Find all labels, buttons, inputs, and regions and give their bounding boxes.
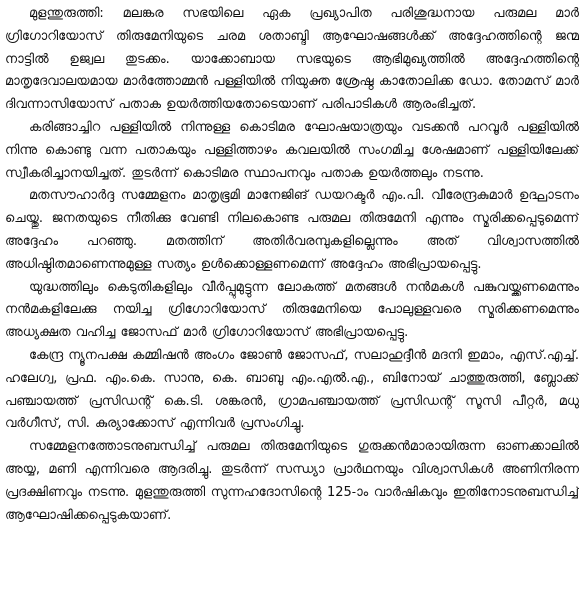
- article-paragraph-1: മുളന്തുരുത്തി: മലങ്കര സഭയിലെ ഏക പ്രഖ്യാപിത പരിശുദ്ധനായ പരുമല മാർ ഗ്രിഗോറിയോസ് തിരുമേനിയുടെ ചരമ ശതാബ്ദി ആഘോഷങ്ങൾക്ക് അദ്ദേഹത്തിന്റെ ജന്മ നാട്ടിൽ ഉജ്വല തുടക്കം. യാക്കോബായ സഭയുടെ ആഭിമുഖ്യത്തിൽ അദ്ദേഹത്തിന്റെ മാതൃദേവാലയമായ മാർത്തോമ്മൻ പള്ളിയിൽ നിയുക്ത ശ്രേഷ്ഠ കാതോലിക്ക ഡോ. തോമസ് മാർ ദിവന്നാസിയോസ് പതാക ഉയർത്തിയതോടെയാണ് പരിപാടികൾ ആരംഭിച്ചത്.: [5, 6, 579, 113]
- article-paragraph-2: കരിങ്ങാച്ചിറ പള്ളിയിൽ നിന്നുള്ള കൊടിമര ഘോഷയാത്രയും വടക്കൻ പറവൂർ പള്ളിയിൽ നിന്നു കൊണ്ടു വന്ന പതാകയും പള്ളിത്താഴം കവലയിൽ സംഗമിച്ച ശേഷമാണ് പള്ളിയിലേക്ക് സ്വീകരിച്ചാനയിച്ചത്. തുടർന്ന് കൊടിമര സ്ഥാപനവും പതാക ഉയർത്തലും നടന്നു.: [5, 119, 579, 181]
- article-paragraph-3: മതസൗഹാർദ്ദ സമ്മേളനം മാതൃഭൂമി മാനേജിങ് ഡയറക്ടർ എം.പി. വീരേന്ദ്രകുമാർ ഉദ്ഘാടനം ചെയ്തു. ജനതയുടെ നീതിക്കു വേണ്ടി നിലകൊണ്ട പരുമല തിരുമേനി എന്നും സ്മരിക്കപ്പെടുമെന്ന് അദ്ദേഹം പറഞ്ഞു. മതത്തിന് അതിർവരമ്പുകളില്ലെന്നും അത് വിശ്വാസത്തിൽ അധിഷ്ഠിതമാണെന്നുമുള്ള സത്യം ഉൾക്കൊള്ളണമെന്ന് അദ്ദേഹം അഭിപ്രായപ്പെട്ടു.: [5, 188, 579, 272]
- article-paragraph-5: കേന്ദ്ര ന്യൂനപക്ഷ കമ്മിഷൻ അംഗം ജോൺ ജോസഫ്, സലാഹുദ്ദീൻ മദനി ഇമാം, എസ്.എച്ച്. ഹലേഗ്വ, പ്രഫ. എം.കെ. സാനു, കെ. ബാബു എം.എൽ.എ., ബിനോയ് ചാത്തുരുത്തി, ബ്ലോക്ക് പഞ്ചായത്ത് പ്രസിഡന്റ് കെ.ടി. ശങ്കരൻ, ഗ്രാമപഞ്ചായത്ത് പ്രസിഡന്റ് സൂസി പീറ്റർ, മധു വർഗീസ്, സി. കുര്യാക്കോസ് എന്നിവർ പ്രസംഗിച്ചു.: [5, 347, 579, 432]
- article-paragraph-4: യുദ്ധത്തിലും കെടുതികളിലും വീർപ്പുമുട്ടുന്ന ലോകത്ത് മതങ്ങൾ നൻമകൾ പങ്കുവയ്ക്കണമെന്നും നൻമകളിലേക്കു നയിച്ച ഗ്രിഗോറിയോസ് തിരുമേനിയെ പോലുള്ളവരെ സ്മരിക്കണമെന്നും അധ്യക്ഷത വഹിച്ച ജോസഫ് മാർ ഗ്രിഗോറിയോസ് അഭിപ്രായപ്പെട്ടു.: [5, 279, 579, 341]
- news-article: [5, 3, 579, 611]
- article-paragraph-6: സമ്മേളനത്തോടനുബന്ധിച്ച് പരുമല തിരുമേനിയുടെ ഗുരുക്കൻമാരായിരുന്ന ഓണക്കാലിൽ അയ്യ, മണി എന്നിവരെ ആദരിച്ചു. തുടർന്ന് സന്ധ്യാ പ്രാർഥനയും വിശ്വാസികൾ അണിനിരന്ന പ്രദക്ഷിണവും നടന്നു. മുളന്തുരുത്തി സുന്നഹദോസിന്റെ 125-ാം വാർഷികവും ഇതിനോടനുബന്ധിച്ച് ആഘോഷിക്കപ്പെടുകയാണ്.: [5, 439, 579, 523]
